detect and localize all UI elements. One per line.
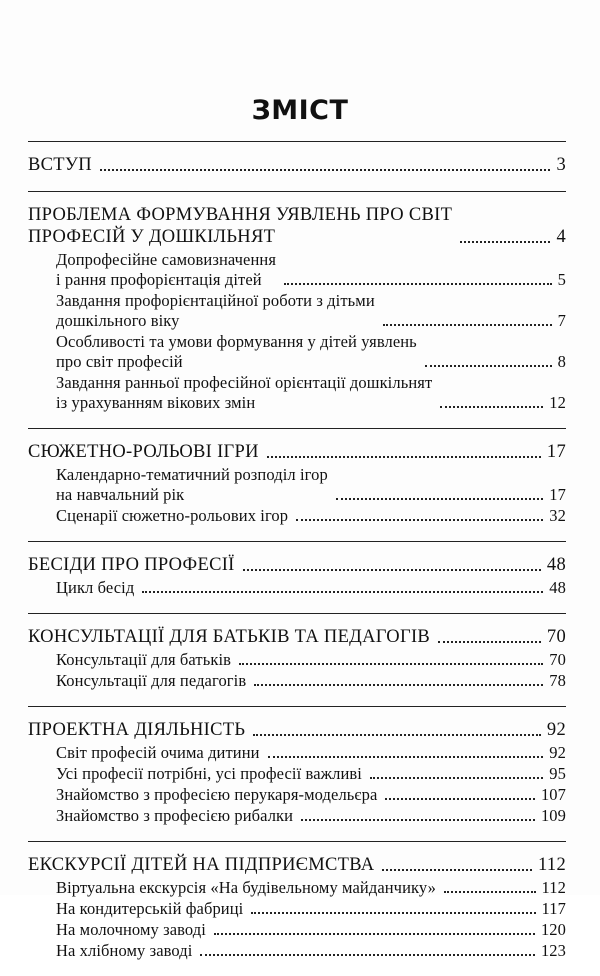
- toc-subentry: [28, 671, 566, 691]
- toc-subentry: [28, 650, 566, 670]
- page-number: 3: [556, 155, 566, 175]
- dot-leader: [438, 641, 541, 643]
- section-divider: [28, 141, 566, 142]
- subentry-title: [56, 650, 231, 670]
- subentry-title: [56, 785, 377, 805]
- toc-chapter-entry: [28, 719, 566, 741]
- toc-section: [28, 154, 566, 176]
- title-line: На кондитерській фабриці: [56, 899, 244, 918]
- toc-subentry: [28, 941, 566, 961]
- page-number: 8: [557, 352, 566, 371]
- page-number: 12: [549, 393, 566, 412]
- title-line: Завдання ранньої професійної орієнтації дошкільнят: [56, 373, 433, 392]
- toc-subentry: [28, 250, 566, 290]
- title-line: Світ професій очима дитини: [56, 743, 260, 762]
- section-divider: [28, 541, 566, 542]
- title-line: про світ професій: [56, 352, 183, 371]
- page-number: 95: [549, 764, 566, 783]
- toc-section: [28, 204, 566, 413]
- page-number: 70: [546, 627, 566, 647]
- section-divider: [28, 613, 566, 614]
- toc-subentry: [28, 373, 566, 413]
- toc-subentry: [28, 764, 566, 784]
- title-line: Усі професії потрібні, усі професії важливі: [56, 764, 362, 783]
- dot-leader: [268, 756, 544, 758]
- toc-subentry: [28, 506, 566, 526]
- page-number: 48: [549, 578, 566, 597]
- page-number: 78: [549, 671, 566, 690]
- page-number: 17: [546, 442, 566, 462]
- dot-leader: [243, 569, 541, 571]
- subentry-title: [56, 920, 206, 940]
- title-line: на навчальний рік: [56, 485, 185, 504]
- subentry-title: [56, 899, 243, 919]
- title-line: ПРОЕКТНА ДІЯЛЬНІСТЬ: [28, 720, 246, 740]
- title-line: ПРОФЕСІЙ У ДОШКІЛЬНЯТ: [28, 227, 276, 247]
- page-number: 5: [557, 270, 566, 289]
- title-line: Календарно-тематичний розподіл ігор: [56, 465, 328, 484]
- toc-section: [28, 554, 566, 598]
- toc-subentry: [28, 785, 566, 805]
- toc-chapter-entry: [28, 441, 566, 463]
- title-line: СЮЖЕТНО-РОЛЬОВІ ІГРИ: [28, 442, 259, 462]
- dot-leader: [253, 734, 541, 736]
- page-number: 109: [540, 806, 566, 825]
- title-line: Допрофесійне самовизначення: [56, 250, 277, 269]
- chapter-title: [28, 854, 374, 876]
- subentry-title: [56, 373, 432, 413]
- section-divider: [28, 428, 566, 429]
- page-title: ЗМІСТ: [251, 95, 349, 126]
- title-line: і рання профорієнтація дітей: [56, 270, 262, 289]
- subentry-title: [56, 743, 260, 763]
- dot-leader: [214, 933, 535, 935]
- dot-leader: [383, 324, 552, 326]
- page-number: 117: [541, 899, 566, 918]
- toc-subentry: [28, 465, 566, 505]
- dot-leader: [301, 819, 535, 821]
- toc-chapter-entry: [28, 154, 566, 176]
- section-divider: [28, 191, 566, 192]
- subentry-title: [56, 506, 288, 526]
- title-line: Консультації для батьків: [56, 650, 232, 669]
- dot-leader: [296, 519, 543, 521]
- chapter-title: [28, 204, 452, 248]
- title-line: Завдання профорієнтаційної роботи з дітьми: [56, 291, 375, 310]
- dot-leader: [425, 365, 552, 367]
- toc-subentry: [28, 578, 566, 598]
- title-line: ЕКСКУРСІЇ ДІТЕЙ НА ПІДПРИЄМСТВА: [28, 855, 375, 875]
- page-number: 112: [541, 878, 566, 897]
- dot-leader: [254, 684, 543, 686]
- subentry-title: [56, 806, 293, 826]
- dot-leader: [370, 777, 543, 779]
- dot-leader: [284, 283, 552, 285]
- title-line: БЕСІДИ ПРО ПРОФЕСІЇ: [28, 555, 235, 575]
- dot-leader: [440, 406, 543, 408]
- toc-subentry: [28, 332, 566, 372]
- dot-leader: [444, 891, 536, 893]
- chapter-title: [28, 441, 259, 463]
- title-line: Віртуальна екскурсія «На будівельному майданчику»: [56, 878, 436, 897]
- toc-subentry: [28, 291, 566, 331]
- chapter-title: [28, 626, 430, 648]
- toc-chapter-entry: [28, 626, 566, 648]
- page-number: 123: [540, 941, 566, 960]
- title-line: дошкільного віку: [56, 311, 180, 330]
- page-number: 7: [557, 311, 566, 330]
- toc-section: [28, 719, 566, 826]
- toc-chapter-entry: [28, 204, 566, 248]
- table-of-contents: [28, 141, 566, 976]
- chapter-title: [28, 719, 245, 741]
- title-line: Сценарії сюжетно-рольових ігор: [56, 506, 289, 525]
- dot-leader: [251, 912, 535, 914]
- subentry-title: [56, 250, 276, 290]
- dot-leader: [382, 869, 532, 871]
- page-number: 92: [549, 743, 566, 762]
- dot-leader: [239, 663, 543, 665]
- toc-subentry: [28, 920, 566, 940]
- title-line: Консультації для педагогів: [56, 671, 247, 690]
- dot-leader: [460, 241, 550, 243]
- dot-leader: [267, 456, 541, 458]
- title-line: Особливості та умови формування у дітей уявлень: [56, 332, 417, 351]
- section-divider: [28, 841, 566, 842]
- title-line: На молочному заводі: [56, 920, 206, 939]
- subentry-title: [56, 291, 375, 331]
- page-number: 107: [540, 785, 566, 804]
- subentry-title: [56, 671, 246, 691]
- dot-leader: [200, 954, 534, 956]
- page-number: 112: [538, 855, 566, 875]
- title-line: Знайомство з професією перукаря-модельєра: [56, 785, 378, 804]
- subentry-title: [56, 578, 134, 598]
- page-number: 17: [549, 485, 566, 504]
- subentry-title: [56, 764, 362, 784]
- page-number: 70: [549, 650, 566, 669]
- dot-leader: [385, 798, 535, 800]
- chapter-title: [28, 554, 235, 576]
- subentry-title: [56, 878, 436, 898]
- toc-subentry: [28, 806, 566, 826]
- page-number: 32: [549, 506, 566, 525]
- toc-subentry: [28, 899, 566, 919]
- page-number: 92: [546, 720, 566, 740]
- toc-chapter-entry: [28, 854, 566, 876]
- page-number: 120: [540, 920, 566, 939]
- chapter-title: [28, 154, 92, 176]
- toc-subentry: [28, 878, 566, 898]
- title-line: ВСТУП: [28, 155, 92, 175]
- title-line: На хлібному заводі: [56, 941, 193, 960]
- toc-subentry: [28, 743, 566, 763]
- subentry-title: [56, 941, 192, 961]
- page-number: 4: [556, 227, 566, 247]
- toc-section: [28, 626, 566, 691]
- title-line: Цикл бесід: [56, 578, 135, 597]
- toc-chapter-entry: [28, 554, 566, 576]
- title-line: ПРОБЛЕМА ФОРМУВАННЯ УЯВЛЕНЬ ПРО СВІТ: [28, 205, 453, 225]
- subentry-title: [56, 465, 328, 505]
- section-divider: [28, 706, 566, 707]
- subentry-title: [56, 332, 417, 372]
- title-line: Знайомство з професією рибалки: [56, 806, 294, 825]
- dot-leader: [100, 169, 551, 171]
- dot-leader: [142, 591, 543, 593]
- dot-leader: [336, 498, 543, 500]
- title-line: із урахуванням вікових змін: [56, 393, 256, 412]
- page-number: 48: [546, 555, 566, 575]
- toc-section: [28, 441, 566, 526]
- title-line: КОНСУЛЬТАЦІЇ ДЛЯ БАТЬКІВ ТА ПЕДАГОГІВ: [28, 627, 431, 647]
- toc-section: [28, 854, 566, 961]
